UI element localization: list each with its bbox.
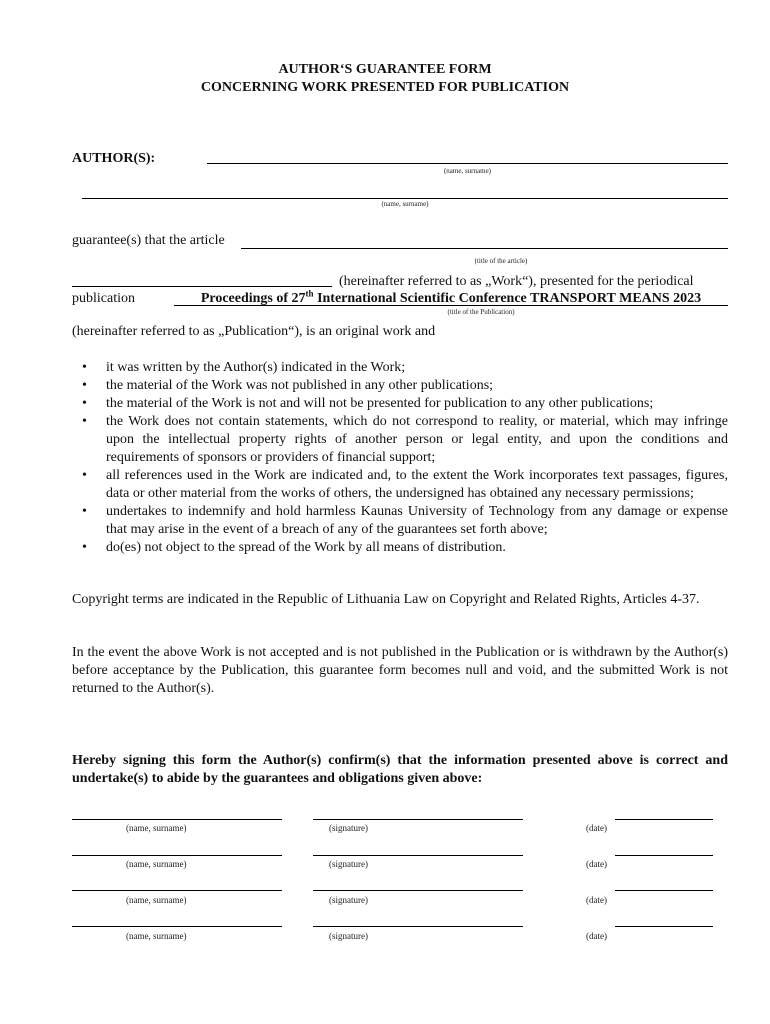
date-field[interactable] [615,926,713,927]
name-field[interactable] [72,926,282,927]
name-hint: (name, surname) [126,895,187,905]
date-field[interactable] [615,855,713,856]
copyright-paragraph: Copyright terms are indicated in the Republic of Lithuania Law on Copyright and Related Rights, Articles 4-37. [72,592,700,607]
name-hint: (name, surname) [126,823,187,833]
guarantee-item: • the material of the Work was not published in any other publications; [82,378,494,393]
not-accepted-paragraph: In the event the above Work is not accepted and is not published in the Publication or is withdrawn by the Author(s) before acceptance by the Publication, this guarantee form becomes null and void, and the submitted Work is not returned to the Author(s). [72,645,728,696]
date-field[interactable] [615,819,713,820]
signature-field[interactable] [313,819,523,820]
bullet-icon: • [82,504,87,519]
date-hint: (date) [586,931,607,941]
date-hint: (date) [586,895,607,905]
signature-hint: (signature) [329,859,368,869]
guarantee-item: • all references used in the Work are indicated and, to the extent the Work incorporates text passages, figures, data or other material from the works of others, the undersigned has obtained any necessary permissions; [82,468,728,501]
name-hint: (name, surname) [126,859,187,869]
guarantee-list [72,359,728,557]
form-title-line1: AUTHOR‘S GUARANTEE FORM [278,62,492,77]
form-title-line2: CONCERNING WORK PRESENTED FOR PUBLICATION [200,80,570,95]
guarantee-item: • do(es) not object to the spread of the Work by all means of distribution. [82,540,506,555]
signature-field[interactable] [313,890,523,891]
bullet-icon: • [82,540,87,555]
signature-hint: (signature) [329,895,368,905]
guarantee-item: • it was written by the Author(s) indicated in the Work; [82,360,406,375]
signature-field[interactable] [313,926,523,927]
signature-field[interactable] [313,855,523,856]
guarantee-item: • undertakes to indemnify and hold harmless Kaunas University of Technology from any damage or expense that may arise in the event of a breach of any of the guarantees set forth above; [82,504,728,537]
date-field[interactable] [615,890,713,891]
publication-hint: (title of the Publication) [447,308,515,316]
signature-hint: (signature) [329,823,368,833]
bullet-icon: • [82,414,87,429]
article-suffix: (hereinafter referred to as „Work“), presented for the periodical [339,274,694,289]
date-hint: (date) [586,859,607,869]
confirmation-paragraph: Hereby signing this form the Author(s) confirm(s) that the information presented above is correct and undertake(s) to abide by the guarantees and obligations given above: [72,753,728,786]
article-prefix: guarantee(s) that the article [72,233,225,248]
bullet-icon: • [82,360,87,375]
name-hint: (name, surname) [126,931,187,941]
author-name-hint-1: (name, surname) [443,167,492,175]
publication-name-part2: International Scientific Conference TRANSPORT MEANS 2023 [313,291,702,306]
author-name-hint-2: (name, surname) [381,200,429,208]
publication-after: (hereinafter referred to as „Publication“), is an original work and [72,324,436,339]
authors-label: AUTHOR(S): [72,151,156,166]
name-field[interactable] [72,890,282,891]
bullet-icon: • [82,468,87,483]
guarantee-item: • the material of the Work is not and will not be presented for publication to any other publications; [82,396,654,411]
publication-name-underline [174,305,728,306]
date-hint: (date) [586,823,607,833]
publication-name-part1: Proceedings of 27 [200,291,306,306]
name-field[interactable] [72,855,282,856]
article-title-field[interactable] [241,248,728,249]
author-name-field-2[interactable] [82,198,728,199]
publication-name-sup: th [305,288,314,299]
author-name-field-1[interactable] [207,163,728,164]
signature-hint: (signature) [329,931,368,941]
article-title-field-continued[interactable] [72,286,332,287]
bullet-icon: • [82,396,87,411]
publication-label: publication [72,291,135,306]
article-title-hint: (title of the article) [474,257,528,265]
bullet-icon: • [82,378,87,393]
name-field[interactable] [72,819,282,820]
guarantee-item: • the Work does not contain statements, which do not correspond to reality, or material, which may infringe upon the intellectual property rights of another person or legal entity, and upon the conditions and requirements of sponsors or providers of financial support; [82,414,728,465]
